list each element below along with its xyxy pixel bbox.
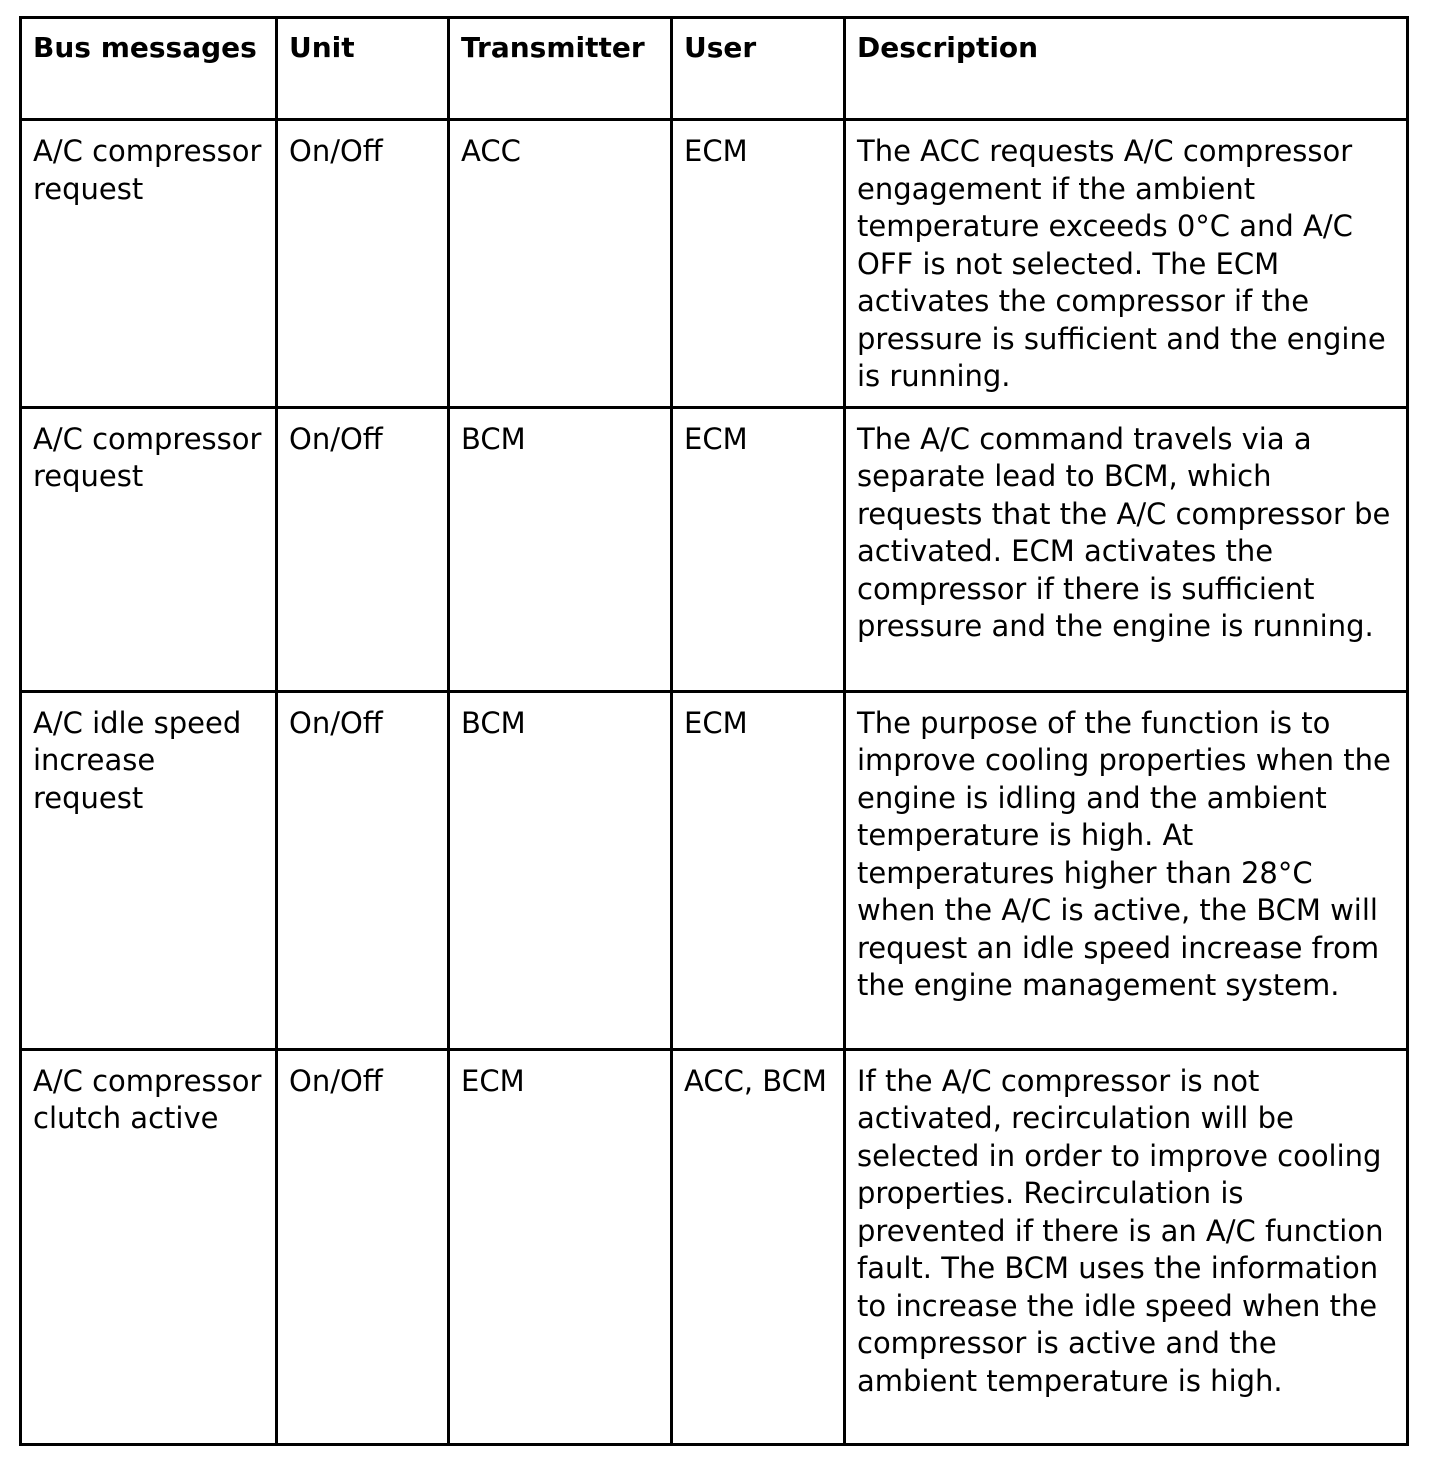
cell-bus-message: A/C compressor request: [21, 407, 277, 691]
cell-description: The purpose of the function is to improve cooling properties when the engine is idling and the ambient temperature is high. At temperatures higher than 28°C when the A/C is active, the BCM will request an idle speed increase from the engine management system.: [845, 691, 1408, 1049]
cell-unit: On/Off: [277, 691, 449, 1049]
cell-transmitter: ECM: [449, 1049, 672, 1444]
table-header-row: [21, 18, 1408, 120]
cell-unit: On/Off: [277, 1049, 449, 1444]
cell-user: ECM: [672, 407, 845, 691]
bus-messages-table: [19, 16, 1409, 1446]
cell-bus-message: A/C compressor clutch active: [21, 1049, 277, 1444]
cell-user: ACC, BCM: [672, 1049, 845, 1444]
table-row: [21, 407, 1408, 691]
cell-description: The A/C command travels via a separate lead to BCM, which requests that the A/C compressor be activated. ECM activates the compressor if there is sufficient pressure and the engine is running.: [845, 407, 1408, 691]
cell-description: If the A/C compressor is not activated, recirculation will be selected in order to improve cooling properties. Recirculation is prevented if there is an A/C function fault. The BCM uses the information to increase the idle speed when the compressor is active and the ambient temperature is high.: [845, 1049, 1408, 1444]
header-transmitter: Transmitter: [449, 18, 672, 120]
cell-user: ECM: [672, 120, 845, 408]
cell-bus-message: A/C idle speed increase request: [21, 691, 277, 1049]
header-unit: Unit: [277, 18, 449, 120]
cell-transmitter: ACC: [449, 120, 672, 408]
header-bus-messages: Bus messages: [21, 18, 277, 120]
table-row: [21, 120, 1408, 408]
cell-unit: On/Off: [277, 407, 449, 691]
cell-user: ECM: [672, 691, 845, 1049]
table-row: [21, 1049, 1408, 1444]
header-user: User: [672, 18, 845, 120]
header-description: Description: [845, 18, 1408, 120]
cell-transmitter: BCM: [449, 691, 672, 1049]
table-row: [21, 691, 1408, 1049]
cell-bus-message: A/C compressor request: [21, 120, 277, 408]
cell-description: The ACC requests A/C compressor engagement if the ambient temperature exceeds 0°C and A/C OFF is not selected. The ECM activates the compressor if the pressure is sufficient and the engine is running.: [845, 120, 1408, 408]
cell-unit: On/Off: [277, 120, 449, 408]
cell-transmitter: BCM: [449, 407, 672, 691]
